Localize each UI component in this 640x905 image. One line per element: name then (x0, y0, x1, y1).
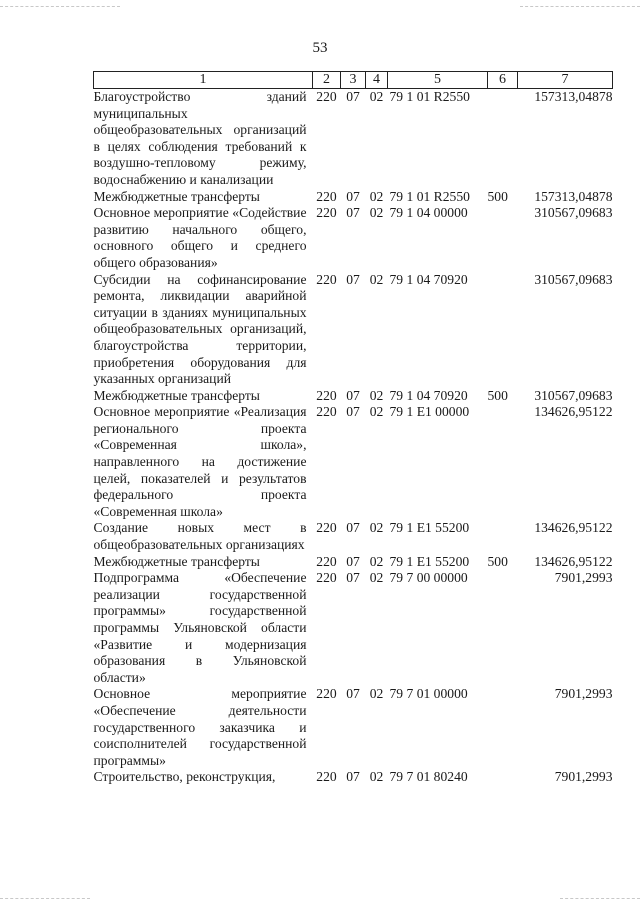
column-header: 4 (366, 72, 388, 89)
column-header: 1 (94, 72, 313, 89)
row-amount: 7901,2993 (554, 686, 613, 702)
row-code-ministry: 220 (316, 271, 337, 287)
row-code-subsection: 02 (369, 769, 384, 785)
row-code-subsection: 02 (369, 553, 384, 569)
budget-table (93, 71, 613, 786)
row-code-expense-type (488, 272, 518, 388)
row-code-subsection: 02 (369, 387, 384, 403)
row-code-section: 07 (346, 188, 360, 204)
row-code-target: 79 1 01 R2550 (389, 188, 470, 204)
row-code-expense-type: 500 (487, 387, 508, 403)
row-name: Создание новых мест в общеобразовательных организациях (93, 520, 307, 553)
table-row (94, 189, 613, 206)
table-row (94, 388, 613, 405)
top-edge-mark-left (0, 6, 120, 7)
page-number: 53 (312, 40, 328, 56)
table-row (94, 205, 613, 271)
row-name: Подпрограмма «Обеспечение реализации государственной программы» государственной программы Ульяновской области «Развитие и модернизация образования в Ульяновской области» (93, 570, 307, 685)
column-header: 6 (488, 72, 518, 89)
row-name: Строительство, реконструкция, (93, 769, 276, 785)
row-code-ministry: 220 (316, 404, 337, 420)
top-edge-mark-right (520, 6, 640, 7)
row-name: Межбюджетные трансферты (93, 553, 260, 569)
table-row (94, 272, 613, 388)
row-amount: 134626,95122 (534, 553, 613, 569)
row-code-ministry: 220 (316, 570, 337, 586)
row-code-section: 07 (346, 686, 360, 702)
column-header-row (94, 72, 613, 89)
row-name: Межбюджетные трансферты (93, 387, 260, 403)
row-code-ministry: 220 (316, 188, 337, 204)
row-amount: 134626,95122 (534, 520, 613, 536)
row-amount: 7901,2993 (554, 769, 613, 785)
row-code-subsection: 02 (369, 271, 384, 287)
row-name: Основное мероприятие «Обеспечение деятельности государственного заказчика и соисполнителей государственной программы» (93, 686, 307, 768)
row-code-expense-type (488, 205, 518, 271)
column-header: 3 (341, 72, 366, 89)
row-code-ministry: 220 (316, 769, 337, 785)
row-name: Субсидии на софинансирование ремонта, ликвидации аварийной ситуации в зданиях муниципальных общеобразовательных организаций, благоустройства территории, приобретения оборудования для указанных организаций (93, 271, 307, 387)
row-code-target: 79 7 01 80240 (389, 769, 468, 785)
row-code-target: 79 1 E1 00000 (389, 404, 470, 420)
row-code-section: 07 (346, 553, 360, 569)
row-code-ministry: 220 (316, 205, 337, 221)
row-code-subsection: 02 (369, 205, 384, 221)
bottom-edge-mark-left (0, 898, 90, 899)
row-code-expense-type (488, 686, 518, 769)
row-code-subsection: 02 (369, 570, 384, 586)
table-row (94, 554, 613, 571)
row-name: Межбюджетные трансферты (93, 188, 260, 204)
row-code-subsection: 02 (369, 188, 384, 204)
row-code-section: 07 (346, 520, 360, 536)
row-code-expense-type (488, 89, 518, 189)
row-code-expense-type (488, 404, 518, 520)
table-row (94, 520, 613, 553)
row-code-expense-type: 500 (487, 188, 508, 204)
row-code-expense-type (488, 769, 518, 786)
row-amount: 157313,04878 (534, 89, 613, 104)
table-row (94, 404, 613, 520)
row-code-section: 07 (346, 205, 360, 221)
row-code-section: 07 (346, 387, 360, 403)
row-code-target: 79 1 04 70920 (389, 271, 468, 287)
row-code-target: 79 7 01 00000 (389, 686, 468, 702)
row-amount: 310567,09683 (534, 205, 613, 221)
row-amount: 7901,2993 (554, 570, 613, 586)
row-code-ministry: 220 (316, 686, 337, 702)
row-code-expense-type (488, 570, 518, 686)
row-code-target: 79 1 01 R2550 (389, 89, 470, 104)
row-name: Основное мероприятие «Реализация регионального проекта «Современная школа», направленного на достижение целей, показателей и результатов федерального проекта «Современная школа» (93, 404, 307, 519)
row-code-ministry: 220 (316, 520, 337, 536)
row-code-subsection: 02 (369, 404, 384, 420)
row-amount: 157313,04878 (534, 188, 613, 204)
row-code-target: 79 1 04 00000 (389, 205, 468, 221)
row-name: Благоустройство зданий муниципальных общеобразовательных организаций в целях соблюдения требований к воздушно-тепловому режиму, водоснабжению и канализации (93, 89, 307, 187)
column-header: 5 (388, 72, 488, 89)
row-code-section: 07 (346, 769, 360, 785)
row-code-section: 07 (346, 271, 360, 287)
row-code-ministry: 220 (316, 553, 337, 569)
row-amount: 134626,95122 (534, 404, 613, 420)
row-code-subsection: 02 (369, 89, 384, 104)
table-row (94, 769, 613, 786)
row-code-section: 07 (346, 89, 360, 104)
row-code-target: 79 7 00 00000 (389, 570, 468, 586)
row-code-expense-type: 500 (487, 553, 508, 569)
row-code-ministry: 220 (316, 89, 337, 104)
column-header: 2 (313, 72, 341, 89)
row-code-expense-type (488, 520, 518, 553)
row-amount: 310567,09683 (534, 271, 613, 287)
column-header: 7 (518, 72, 613, 89)
row-name: Основное мероприятие «Содействие развитию начального общего, основного общего и среднего общего образования» (93, 205, 307, 270)
table-row (94, 89, 613, 189)
row-code-section: 07 (346, 404, 360, 420)
row-code-subsection: 02 (369, 686, 384, 702)
row-amount: 310567,09683 (534, 387, 613, 403)
row-code-target: 79 1 E1 55200 (389, 553, 470, 569)
bottom-edge-mark-right (560, 898, 640, 899)
row-code-target: 79 1 04 70920 (389, 387, 468, 403)
row-code-target: 79 1 E1 55200 (389, 520, 470, 536)
row-code-section: 07 (346, 570, 360, 586)
table-row (94, 686, 613, 769)
table-row (94, 570, 613, 686)
row-code-subsection: 02 (369, 520, 384, 536)
row-code-ministry: 220 (316, 387, 337, 403)
